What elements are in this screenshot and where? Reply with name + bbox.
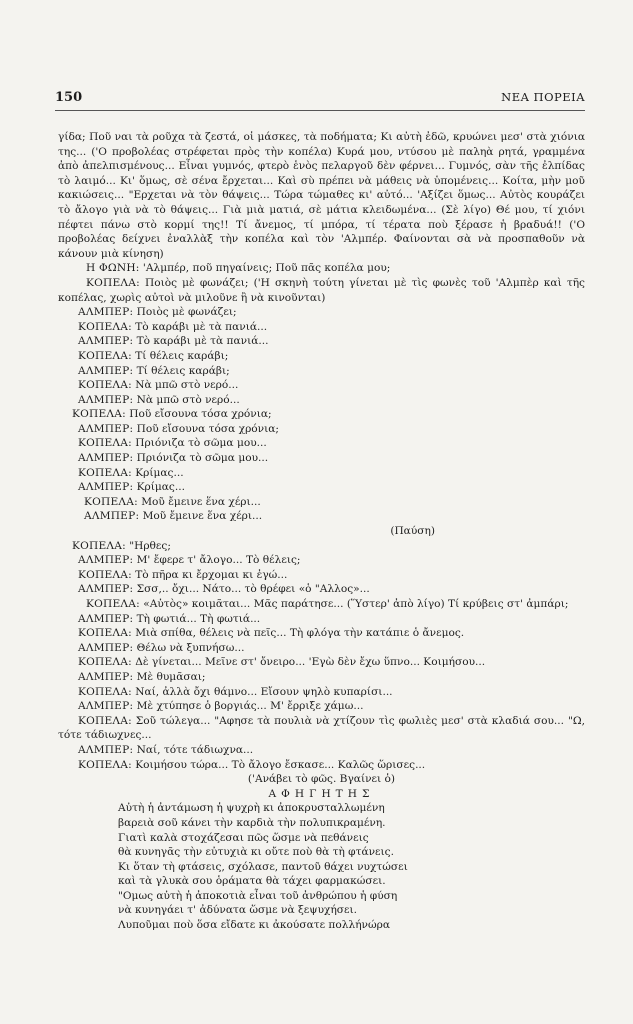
dialogue-text: Μοῦ ἔμεινε ἕνα χέρι... <box>139 510 263 523</box>
dialogue-text: Κοιμήσου τώρα... Τὸ ἄλογο ἔσκασε... Καλῶς ὥρισες... <box>131 758 426 771</box>
speaker-name: ΚΟΠΕΛΑ: <box>78 758 132 771</box>
speaker-name: ΚΟΠΕΛΑ: <box>78 714 132 727</box>
speaker-name: Η ΦΩΝΗ: <box>86 262 140 275</box>
dialogue-line <box>58 670 585 685</box>
dialogue-line <box>58 349 585 364</box>
page-number: 150 <box>55 90 83 105</box>
dialogue-line <box>58 685 585 700</box>
dialogue-line <box>58 466 585 481</box>
dialogue-text: Θέλω νὰ ξυπνήσω... <box>133 641 245 654</box>
speaker-name: ΚΟΠΕΛΑ: <box>78 349 132 362</box>
speaker-name: ΚΟΠΕΛΑ: <box>78 437 132 450</box>
dialogue-line <box>58 539 585 554</box>
dialogue-line <box>58 641 585 656</box>
dialogue-text: Τὸ πῆρα κι ἔρχομαι κι ἐγώ... <box>131 568 288 581</box>
dialogue-text: Πριόνιζα τὸ σῶμα μου... <box>131 437 267 450</box>
dialogue-line <box>58 655 585 670</box>
poem-line: νὰ κυνηγάει τ' ἀδύνατα ὥσμε νὰ ξεψυχήσει. <box>118 904 358 917</box>
dialogue-text: Πριόνιζα τὸ σῶμα μου... <box>133 452 269 465</box>
dialogue-text: "Ηρθες; <box>125 539 171 552</box>
dialogue-line <box>58 612 585 627</box>
dialogue-text: Μὲ χτύπησε ὁ βοργιάς... Μ' ἔρριξε χάμω... <box>133 700 364 713</box>
dialogue-text: Μ' ἔφερε τ' ἄλογο... Τὸ θέλεις; <box>133 554 301 567</box>
speaker-name: ΑΛΜΠΕΡ: <box>78 670 134 683</box>
dialogue-text: Νὰ μπῶ στὸ νερό... <box>133 393 240 406</box>
speaker-name: ΚΟΠΕΛΑ: <box>72 539 126 552</box>
dialogue-line <box>58 261 585 276</box>
journal-title: ΝΕΑ ΠΟΡΕΙΑ <box>501 90 585 104</box>
speaker-name: ΑΛΜΠΕΡ: <box>78 306 134 319</box>
dialogue-text: Ναί, τότε τάδιωχνα... <box>133 743 254 756</box>
speaker-name: ΑΛΜΠΕΡ: <box>78 612 134 625</box>
page-header <box>55 90 585 108</box>
speaker-name: ΑΛΜΠΕΡ: <box>78 481 134 494</box>
poem-line: "Ομως αὐτὴ ἡ ἀποκοτιὰ εἶναι τοῦ ἀνθρώπου ἡ φύση <box>118 889 398 902</box>
poem-line: Κι ὅταν τὴ φτάσεις, σχόλασε, παντοῦ θάχει νυχτώσει <box>118 860 408 873</box>
speaker-name: ΑΛΜΠΕΡ: <box>78 554 134 567</box>
poem-line: Αὐτὴ ἡ ἀντάμωση ἡ ψυχρὴ κι ἀποκρυσταλλωμένη <box>118 802 385 815</box>
dialogue-line <box>58 334 585 349</box>
speaker-name: ΚΟΠΕΛΑ: <box>78 379 132 392</box>
speaker-name: ΚΟΠΕΛΑ: <box>78 627 132 640</box>
poem-line: βαρειὰ σοῦ κάνει τὴν καρδιὰ τὴν πολυπικραμένη. <box>118 816 386 829</box>
poem-line: Λυποῦμαι ποὺ ὅσα εἴδατε κι ἀκούσατε πολλήνώρα <box>118 919 391 932</box>
speaker-name: ΚΟΠΕΛΑ: <box>84 495 138 508</box>
dialogue-line <box>58 509 585 524</box>
pause-direction: (Παύση) <box>390 525 435 538</box>
speaker-name: ΑΛΜΠΕΡ: <box>78 700 134 713</box>
dialogue-line <box>58 422 585 437</box>
dialogue-text: Ποῦ εἴσουνα τόσα χρόνια; <box>133 422 279 435</box>
dialogue-line <box>58 582 585 597</box>
dialogue-text: Τί θέλεις καράβι; <box>131 349 229 362</box>
dialogue-text: Κρίμας... <box>131 466 184 479</box>
dialogue-line <box>58 378 585 393</box>
dialogue-line <box>58 305 585 320</box>
speaker-name: ΑΛΜΠΕΡ: <box>78 335 134 348</box>
dialogue-text: 'Αλμπέρ, ποῦ πηγαίνεις; Ποῦ πᾶς κοπέλα μου; <box>139 262 391 275</box>
speaker-name: ΚΟΠΕΛΑ: <box>86 276 140 289</box>
header-rule <box>55 110 585 111</box>
speaker-name: ΑΛΜΠΕΡ: <box>78 452 134 465</box>
dialogue-text: Ποιὸς μὲ φωνάζει; ('Η σκηνὴ τούτη γίνεται μὲ τὶς φωνὲς τοῦ 'Αλμπὲρ καὶ τῆς κοπέλας, χωρὶς αὐτοὶ νὰ μιλοῦνε ἢ νὰ κινοῦνται) <box>58 276 585 304</box>
narrator-title: ΑΦΗΓΗΤΗΣ <box>268 787 375 800</box>
dialogue-line <box>58 407 585 422</box>
dialogue-part2 <box>58 539 585 773</box>
dialogue-text: Τὴ φωτιά... Τὴ φωτιά... <box>133 612 261 625</box>
page-body <box>58 130 585 933</box>
dialogue-part1 <box>58 261 585 524</box>
dialogue-line <box>58 480 585 495</box>
dialogue-line <box>58 597 585 612</box>
dialogue-line <box>58 758 585 773</box>
speaker-name: ΑΛΜΠΕΡ: <box>84 510 140 523</box>
dialogue-line <box>58 364 585 379</box>
speaker-name: ΚΟΠΕΛΑ: <box>78 568 132 581</box>
dialogue-line <box>58 276 585 305</box>
dialogue-text: Τὸ καράβι μὲ τὰ πανιά... <box>133 335 269 348</box>
dialogue-text: Σσσ,.. ὄχι... Νάτο... τὸ θρέφει «ὁ "Αλλος»... <box>133 583 370 596</box>
speaker-name: ΑΛΜΠΕΡ: <box>78 364 134 377</box>
dialogue-text: Μιὰ σπίθα, θέλεις νὰ πεῖς... Τὴ φλόγα τὴν κατάπιε ὁ ἄνεμος. <box>131 627 465 640</box>
dialogue-text: Μοῦ ἔμεινε ἕνα χέρι... <box>137 495 261 508</box>
dialogue-line <box>58 451 585 466</box>
speaker-name: ΚΟΠΕΛΑ: <box>86 598 140 610</box>
dialogue-text: «Αὐτὸς» κοιμᾶται... Μᾶς παράτησε... (Ὕστερ' ἀπὸ λίγο) Τί κρύβεις στ' ἀμπάρι; <box>139 598 569 610</box>
speaker-name: ΑΛΜΠΕΡ: <box>78 393 134 406</box>
dialogue-text: Τὸ καράβι μὲ τὰ πανιά... <box>131 320 268 333</box>
dialogue-text: Κρίμας... <box>133 481 185 494</box>
dialogue-text: Ποῦ εἴσουνα τόσα χρόνια; <box>125 408 272 421</box>
dialogue-line <box>58 714 585 743</box>
speaker-name: ΚΟΠΕΛΑ: <box>78 656 132 669</box>
speaker-name: ΚΟΠΕΛΑ: <box>78 320 132 333</box>
dialogue-text: Τί θέλεις καράβι; <box>133 364 230 377</box>
dialogue-text: Ποιὸς μὲ φωνάζει; <box>133 306 237 319</box>
dialogue-text: Δὲ γίνεται... Μεῖνε στ' ὄνειρο... 'Εγὼ δὲν ἔχω ὕπνο... Κοιμήσου... <box>131 656 486 669</box>
dialogue-line <box>58 553 585 568</box>
speaker-name: ΚΟΠΕΛΑ: <box>78 685 132 698</box>
poem-line: καὶ τὰ γλυκὰ σου ὁράματα θὰ τάχει φαρμακώσει. <box>118 875 386 888</box>
dialogue-line <box>58 436 585 451</box>
dialogue-line <box>58 743 585 758</box>
dialogue-line <box>58 393 585 408</box>
poem-line: θὰ κυνηγᾶς τὴν εὐτυχιὰ κι οὔτε ποὺ θὰ τὴ φτάνεις. <box>118 846 394 859</box>
dialogue-line <box>58 699 585 714</box>
dialogue-text: Νὰ μπῶ στὸ νερό... <box>131 379 239 392</box>
speaker-name: ΑΛΜΠΕΡ: <box>78 422 134 435</box>
dialogue-line <box>58 568 585 583</box>
dialogue-line <box>58 626 585 641</box>
narrator-poem <box>58 801 585 932</box>
stage-direction: ('Ανάβει τὸ φῶς. Βγαίνει ὁ) <box>247 773 396 786</box>
opening-paragraph: γίδα; Ποῦ ναι τὰ ροῦχα τὰ ζεστά, οἱ μάσκες, τὰ ποδήματα; Κι αὐτὴ ἐδῶ, κρυώνει μεσ' στὰ χιόνια της... ('Ο προβολέας στρέφεται πρὸς τὴν κοπέλα) Κυρά μου, ντύσου μὲ παληὰ ρητά, γραμμένα ἀπὸ ἀπελπισμένους... Εἶναι γυμνός, φτερὸ ἑνὸς πελαργοῦ δὲν φέρνει... Γυμνός, σὰν τῆς ἐλπίδας τὸ λαιμό... Κι' ὅμως, σὲ σένα ἔρχεται... Καὶ σὺ πρέπει νὰ μάθεις νὰ ὑπομένεις... Κοίτα, μὴν μοῦ κακιώσεις... "Ερχεται νὰ τὸν θάψεις... Τώρα τώμαθες κι' αὐτό... 'Αξίζει ὅμως... Αὐτὸς κουράζει τὸ ἄλογο γιὰ νὰ τὸ θάψεις... Γιὰ μιὰ ματιά, σὲ μάτια κλειδωμένα... (Σὲ λίγο) Θέ μου, τί χιόνι πέφτει πάνω στὸ κορμί της!! Τί ἄνεμος, τί μπόρα, τί τέρατα ποὺ ξέρασε ἡ βραδυά!! ('Ο προβολέας δείχνει ἐναλλὰξ τὴν κοπέλα καὶ τὸν 'Αλμπέρ. Φαίνονται σὰ νὰ προσπαθοῦν νὰ κάνουν μιὰ κίνηση) <box>58 131 585 260</box>
poem-line: Γιατὶ καλὰ στοχάζεσαι πῶς ὥσμε νὰ πεθάνεις <box>118 831 369 844</box>
dialogue-line <box>58 495 585 510</box>
speaker-name: ΑΛΜΠΕΡ: <box>78 641 134 654</box>
dialogue-text: Σοῦ τώλεγα... "Αφησε τὰ πουλιὰ νὰ χτίζουν τὶς φωλιὲς μεσ' στὰ κλαδιά σου... "Ω, τότε τάδιωχνες... <box>58 714 585 742</box>
dialogue-text: Ναί, ἀλλὰ ὄχι θάμνο... Εἴσουν ψηλὸ κυπαρίσι... <box>131 685 393 698</box>
speaker-name: ΚΟΠΕΛΑ: <box>72 408 126 421</box>
dialogue-line <box>58 320 585 335</box>
dialogue-text: Μὲ θυμᾶσαι; <box>133 670 206 683</box>
speaker-name: ΑΛΜΠΕΡ: <box>78 743 134 756</box>
speaker-name: ΑΛΜΠΕΡ: <box>78 583 134 596</box>
speaker-name: ΚΟΠΕΛΑ: <box>78 466 132 479</box>
